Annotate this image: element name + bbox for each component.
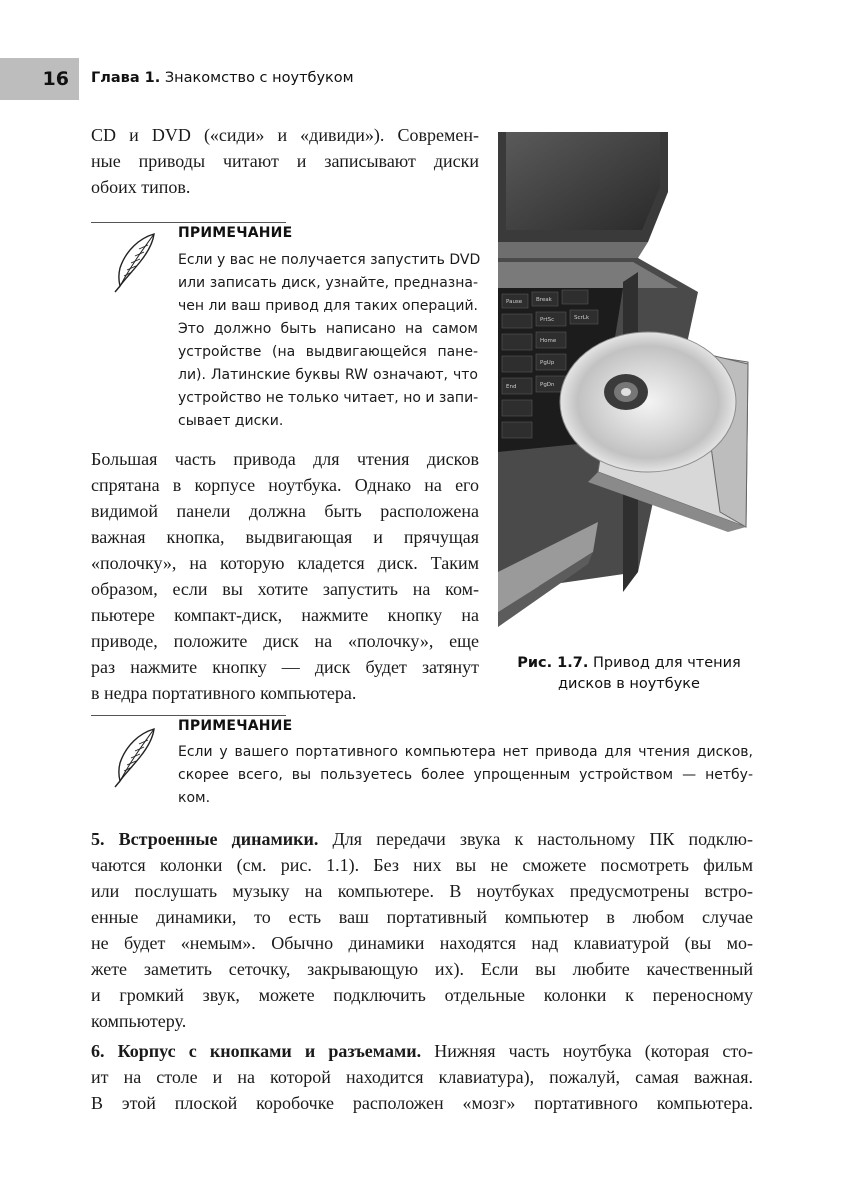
note-line: устройство не только читает, но и запи- xyxy=(178,390,479,406)
text-line: чаются колонки (см. рис. 1.1). Без них вы не сможете посмотреть фильм xyxy=(91,855,753,875)
note-heading: ПРИМЕЧАНИЕ xyxy=(178,718,293,734)
note-line: сывает диски. xyxy=(178,413,284,429)
note-body xyxy=(178,741,753,810)
chapter-title: Знакомство с ноутбуком xyxy=(160,70,354,86)
text-line: «полочку», на которую кладется диск. Таким xyxy=(91,553,479,573)
page-number-text: 16 xyxy=(42,68,69,90)
text-line: видимой панели должна быть расположена xyxy=(91,501,479,521)
caption-label: Рис. 1.7. xyxy=(517,655,589,671)
quill-icon xyxy=(110,232,158,294)
note-rule xyxy=(91,222,286,223)
text-line: и громкий звук, можете подключить отдельные колонки к переносному xyxy=(91,985,753,1005)
key-label: Pause xyxy=(506,299,523,305)
text-line: жете заметить сеточку, закрывающую их). Если вы любите качественный xyxy=(91,959,753,979)
key-label: PrtSc xyxy=(540,317,555,323)
note-line: скорее всего, вы пользуетесь более упрощенным устройством — нетбу- xyxy=(178,767,753,783)
text-line: Большая часть привода для чтения дисков xyxy=(91,449,479,469)
caption-text: Привод для чтения xyxy=(588,655,741,671)
text-line: енные динамики, то есть ваш портативный компьютер в любом случае xyxy=(91,907,753,927)
note-line: чен ли ваш привод для таких операций. xyxy=(178,298,478,314)
section-case xyxy=(91,1038,753,1116)
page-number xyxy=(0,58,79,100)
text-line: важная кнопка, выдвигающая и прячущая xyxy=(91,527,479,547)
text-fragment: Для передачи звука к настольному ПК подклю- xyxy=(318,829,753,849)
note-line: ком. xyxy=(178,790,211,806)
note-heading: ПРИМЕЧАНИЕ xyxy=(178,225,293,241)
laptop-drive-illustration xyxy=(498,132,758,642)
key-label: End xyxy=(506,384,517,390)
text-line: раз нажмите кнопку — диск будет затянут xyxy=(91,657,479,677)
key-label: Home xyxy=(540,338,557,344)
quill-icon xyxy=(110,727,158,789)
text-line: ные приводы читают и записывают диски xyxy=(91,151,479,171)
note-line: Если у вас не получается запустить DVD xyxy=(178,252,481,268)
chapter-label: Глава 1. xyxy=(91,70,161,86)
note-line: или записать диск, узнайте, предназна- xyxy=(178,275,478,291)
section-lead: 6. Корпус с кнопками и разъемами. xyxy=(91,1041,422,1061)
laptop-drive-figure xyxy=(498,132,758,642)
text-fragment: Нижняя часть ноутбука (которая сто- xyxy=(421,1041,753,1061)
text-line: ит на столе и на которой находится клавиатура), пожалуй, самая важная. xyxy=(91,1067,753,1087)
text-line: спрятана в корпусе ноутбука. Однако на его xyxy=(91,475,479,495)
note-line: Если у вашего портативного компьютера нет привода для чтения дисков, xyxy=(178,744,753,760)
caption-line: дисков в ноутбуке xyxy=(558,676,700,692)
intro-paragraph xyxy=(91,122,479,200)
note-line: Это должно быть написано на самом xyxy=(178,321,478,337)
text-line: или послушать музыку на компьютере. В ноутбуках предусмотрены встро- xyxy=(91,881,753,901)
key-label: PgDn xyxy=(540,382,555,388)
text-line: компьютеру. xyxy=(91,1011,187,1031)
note-rule xyxy=(91,715,286,716)
caption-line xyxy=(498,653,760,674)
section-speakers xyxy=(91,826,753,1034)
text-line: пьютере компакт-диск, нажмите кнопку на xyxy=(91,605,479,625)
text-line: не будет «немым». Обычно динамики находятся над клавиатурой (вы мо- xyxy=(91,933,753,953)
drive-paragraph xyxy=(91,446,479,706)
text-line: В этой плоской коробочке расположен «мозг» портативного компьютера. xyxy=(91,1093,753,1113)
note-line: устройстве (на выдвигающейся пане- xyxy=(178,344,478,360)
section-lead: 5. Встроенные динамики. xyxy=(91,829,319,849)
text-line xyxy=(91,826,753,852)
figure-caption xyxy=(498,653,760,695)
key-label: ScrLk xyxy=(574,315,590,321)
running-head xyxy=(91,70,354,86)
key-label: PgUp xyxy=(540,360,555,366)
text-line: приводе, положите диск на «полочку», еще xyxy=(91,631,479,651)
note-line: ли). Латинские буквы RW означают, что xyxy=(178,367,478,383)
note-body xyxy=(178,249,481,433)
text-line: в недра портативного компьютера. xyxy=(91,683,357,703)
text-line xyxy=(91,1038,753,1064)
text-line: CD и DVD («сиди» и «дивиди»). Современ- xyxy=(91,125,479,145)
key-label: Break xyxy=(536,297,552,303)
text-line: обоих типов. xyxy=(91,177,191,197)
text-line: образом, если вы хотите запустить на ком- xyxy=(91,579,479,599)
